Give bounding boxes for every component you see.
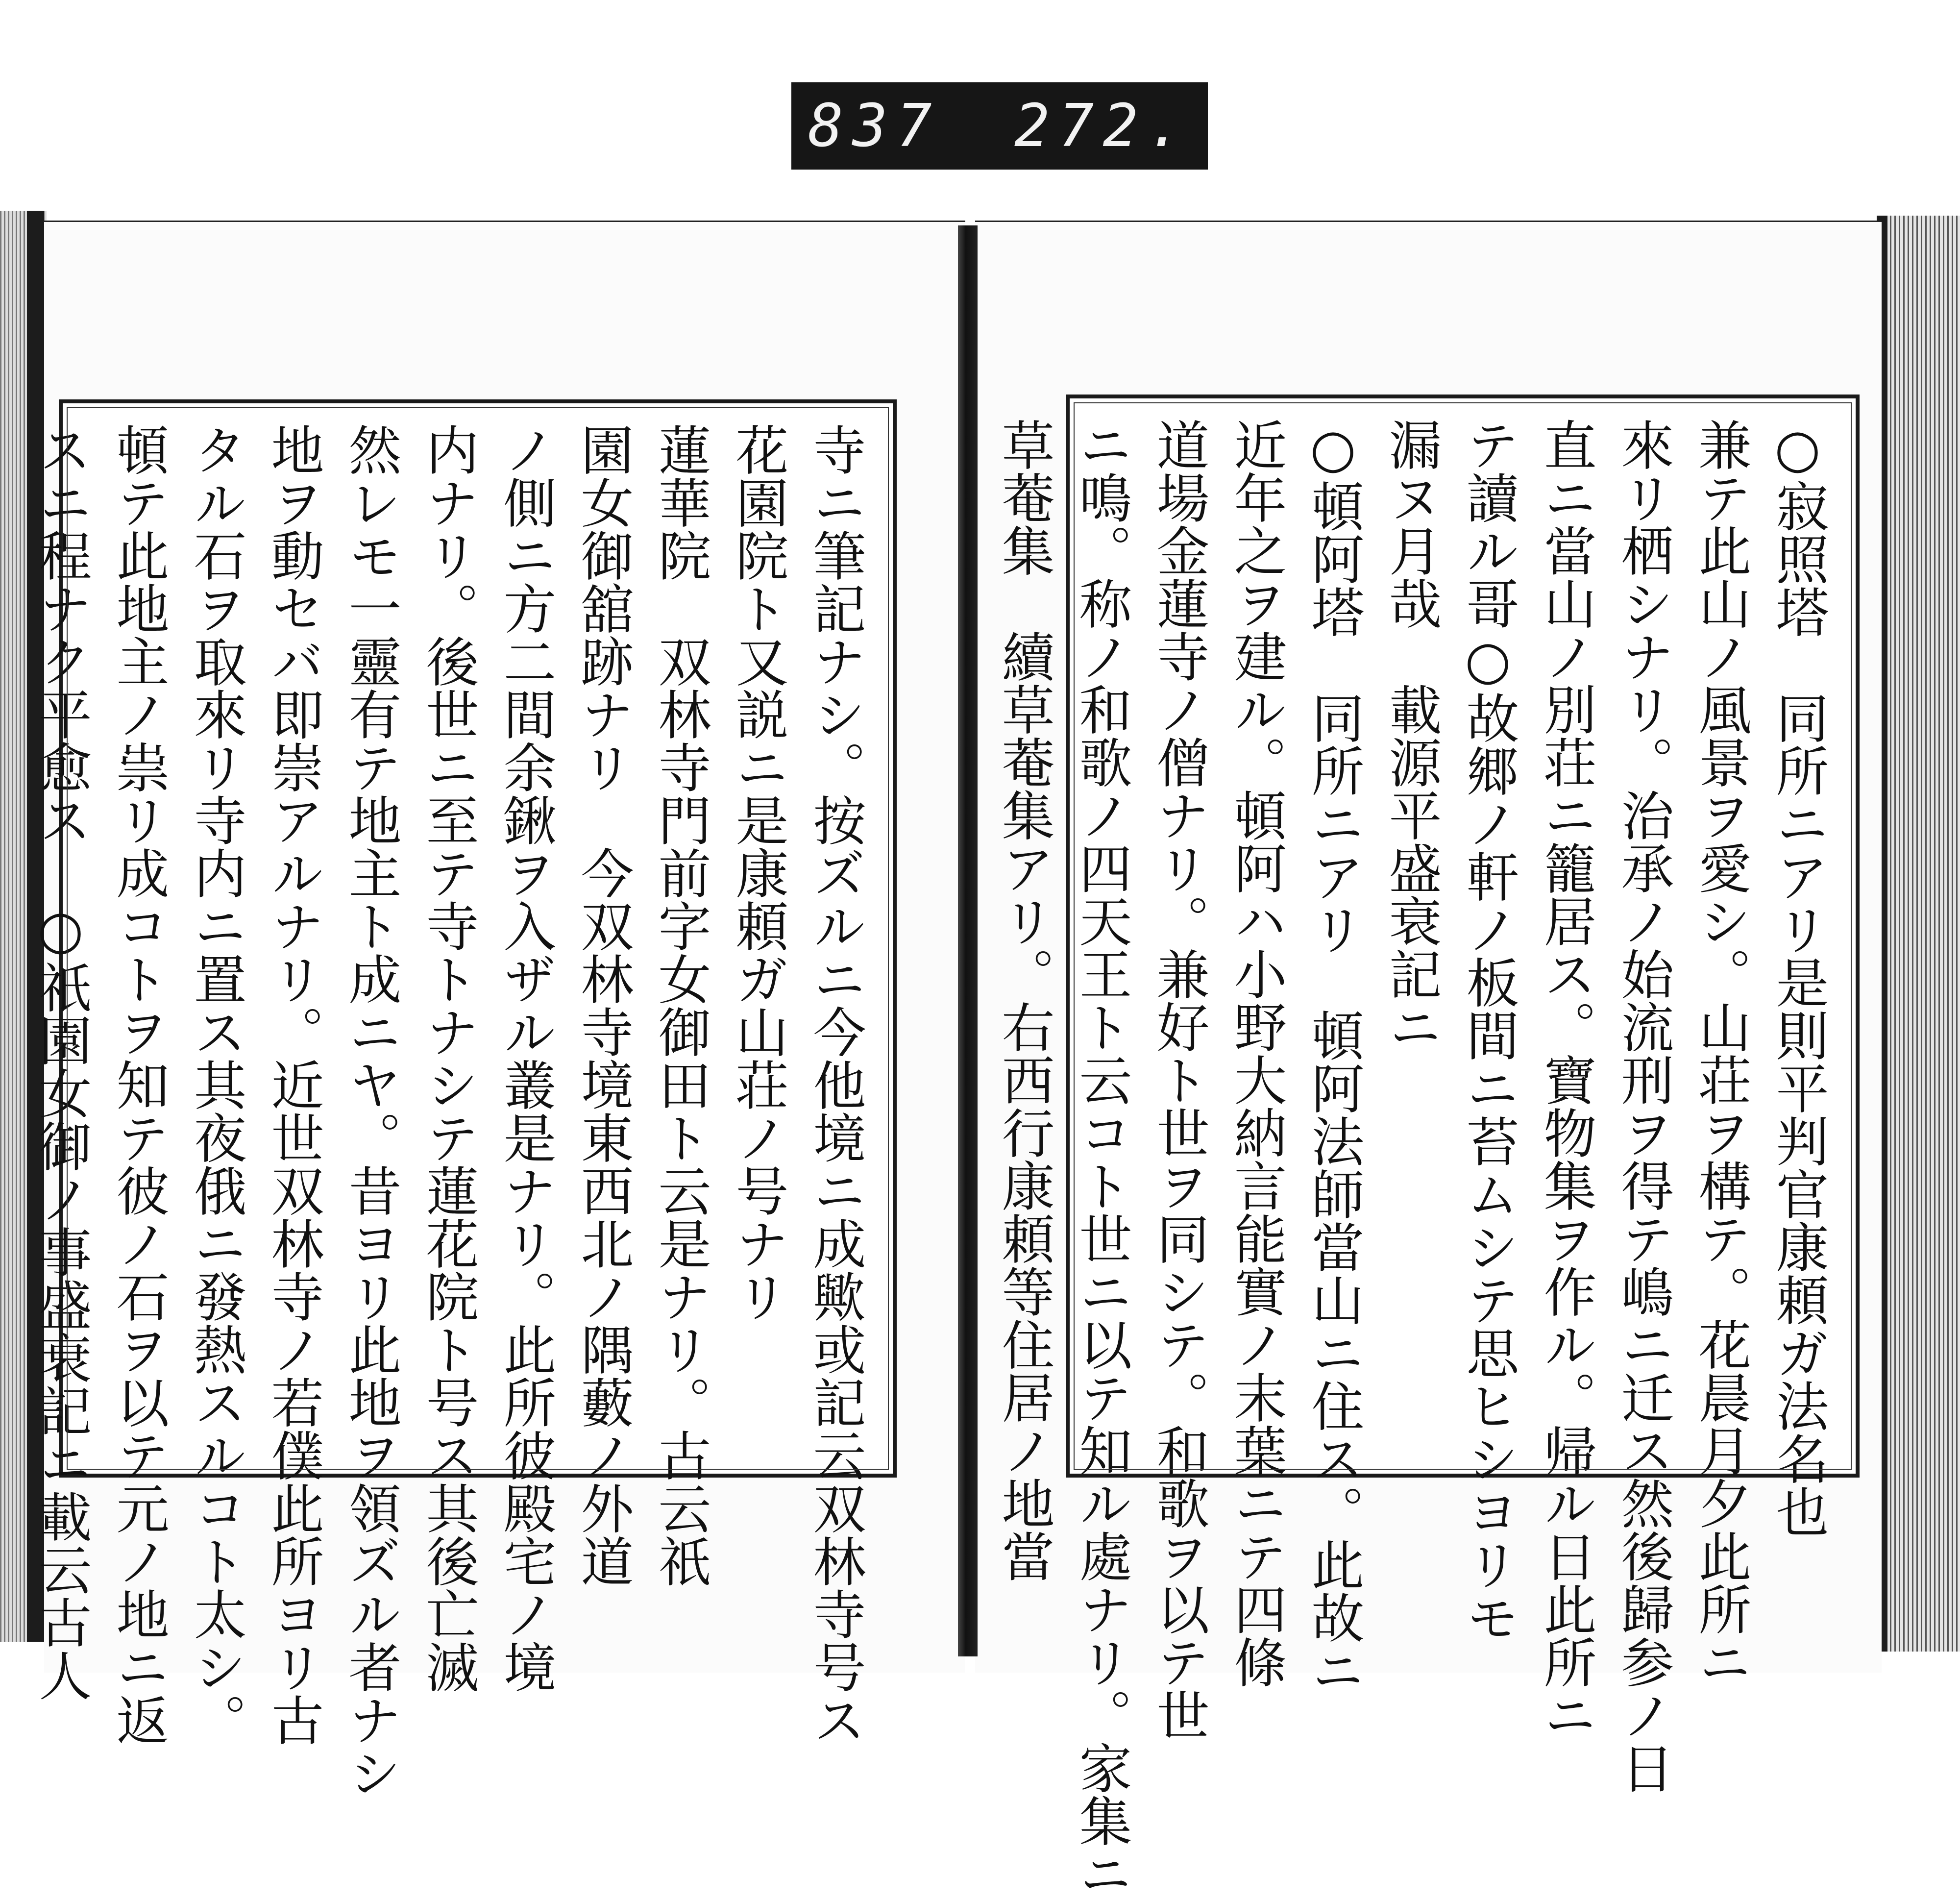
right-text-frame bbox=[993, 395, 1860, 1900]
text-column: 近年之ヲ建ル。頓阿ハ小野大納言能實ノ末葉ニテ四條 bbox=[1225, 418, 1286, 1688]
text-column: ○寂照塔 同所ニアリ是則平判官康頼ガ法名也 bbox=[1767, 418, 1828, 1538]
right-text-body bbox=[993, 418, 1836, 1900]
text-column: 草菴集 續草菴集アリ。右西行康頼等住居ノ地當 bbox=[993, 418, 1054, 1582]
text-column: タル石ヲ取來リ寺内ニ置ス其夜俄ニ發熱スルコト太シ。 bbox=[185, 423, 246, 1746]
text-column: 道場金蓮寺ノ僧ナリ。兼好ト世ヲ同シテ。和歌ヲ以テ世 bbox=[1148, 418, 1209, 1741]
text-column: 來リ栖シナリ。治承ノ始流刑ヲ得テ嶋ニ迁ス然後歸参ノ日 bbox=[1612, 418, 1673, 1794]
text-column: 地ヲ動セバ即崇アルナリ。近世双林寺ノ若僕此所ヨリ古 bbox=[262, 423, 323, 1746]
open-book bbox=[0, 211, 1960, 1900]
text-column: 然レモ一靈有テ地主ト成ニヤ。昔ヨリ此地ヲ領ズル者ナシ bbox=[340, 423, 401, 1799]
text-column: 園女御舘跡ナリ 今双林寺境東西北ノ隅藪ノ外道 bbox=[572, 423, 633, 1587]
text-column: ○頓阿塔 同所ニアリ 頓阿法師當山ニ住ス。此故ニ bbox=[1302, 418, 1364, 1697]
left-text-frame bbox=[30, 399, 897, 1799]
book-spine bbox=[958, 225, 978, 1656]
text-column: スニ程ナク平愈ス ○祇園女御ノ事盛衰記ニ載云古人 bbox=[30, 423, 91, 1702]
text-column: テ讀ル哥○故郷ノ軒ノ板間ニ苔ムシテ思ヒシヨリモ bbox=[1457, 418, 1519, 1644]
text-column: 内ナリ。後世ニ至テ寺トナシテ蓮花院ト号ス其後亡滅 bbox=[417, 423, 478, 1693]
text-column: 頓テ此地主ノ祟リ成コトヲ知テ彼ノ石ヲ以テ元ノ地ニ返 bbox=[107, 423, 169, 1746]
archive-label bbox=[791, 82, 1208, 170]
text-column: 兼テ此山ノ風景ヲ愛シ。山荘ヲ構テ。花晨月夕此所ニ bbox=[1690, 418, 1751, 1688]
text-column: 直ニ當山ノ別荘ニ籠居ス。寶物集ヲ作ル。帰ル日此所ニ bbox=[1535, 418, 1596, 1741]
text-column: ニ鳴。称ノ和歌ノ四天王ト云コト世ニ以テ知ル處ナリ。家集ニ bbox=[1070, 418, 1131, 1900]
label-left-number: 837 bbox=[808, 92, 941, 160]
label-right-number: 272. bbox=[1014, 92, 1191, 160]
text-column: 蓮華院 双林寺門前字女御田ト云是ナリ。古云祇 bbox=[649, 423, 710, 1587]
text-column: 漏ヌ月哉 載源平盛衰記ニ bbox=[1380, 418, 1441, 1053]
left-text-body bbox=[30, 423, 873, 1799]
text-column: 花園院ト又説ニ是康頼ガ山荘ノ号ナリ bbox=[727, 423, 788, 1323]
text-column: ノ側ニ方二間余鍬ヲ入ザル叢是ナリ。此所彼殿宅ノ境 bbox=[494, 423, 556, 1693]
text-column: 寺ニ筆記ナシ。按ズルニ今他境ニ成歟或記云双林寺号ス bbox=[804, 423, 865, 1746]
right-page-edge bbox=[1877, 216, 1960, 1652]
